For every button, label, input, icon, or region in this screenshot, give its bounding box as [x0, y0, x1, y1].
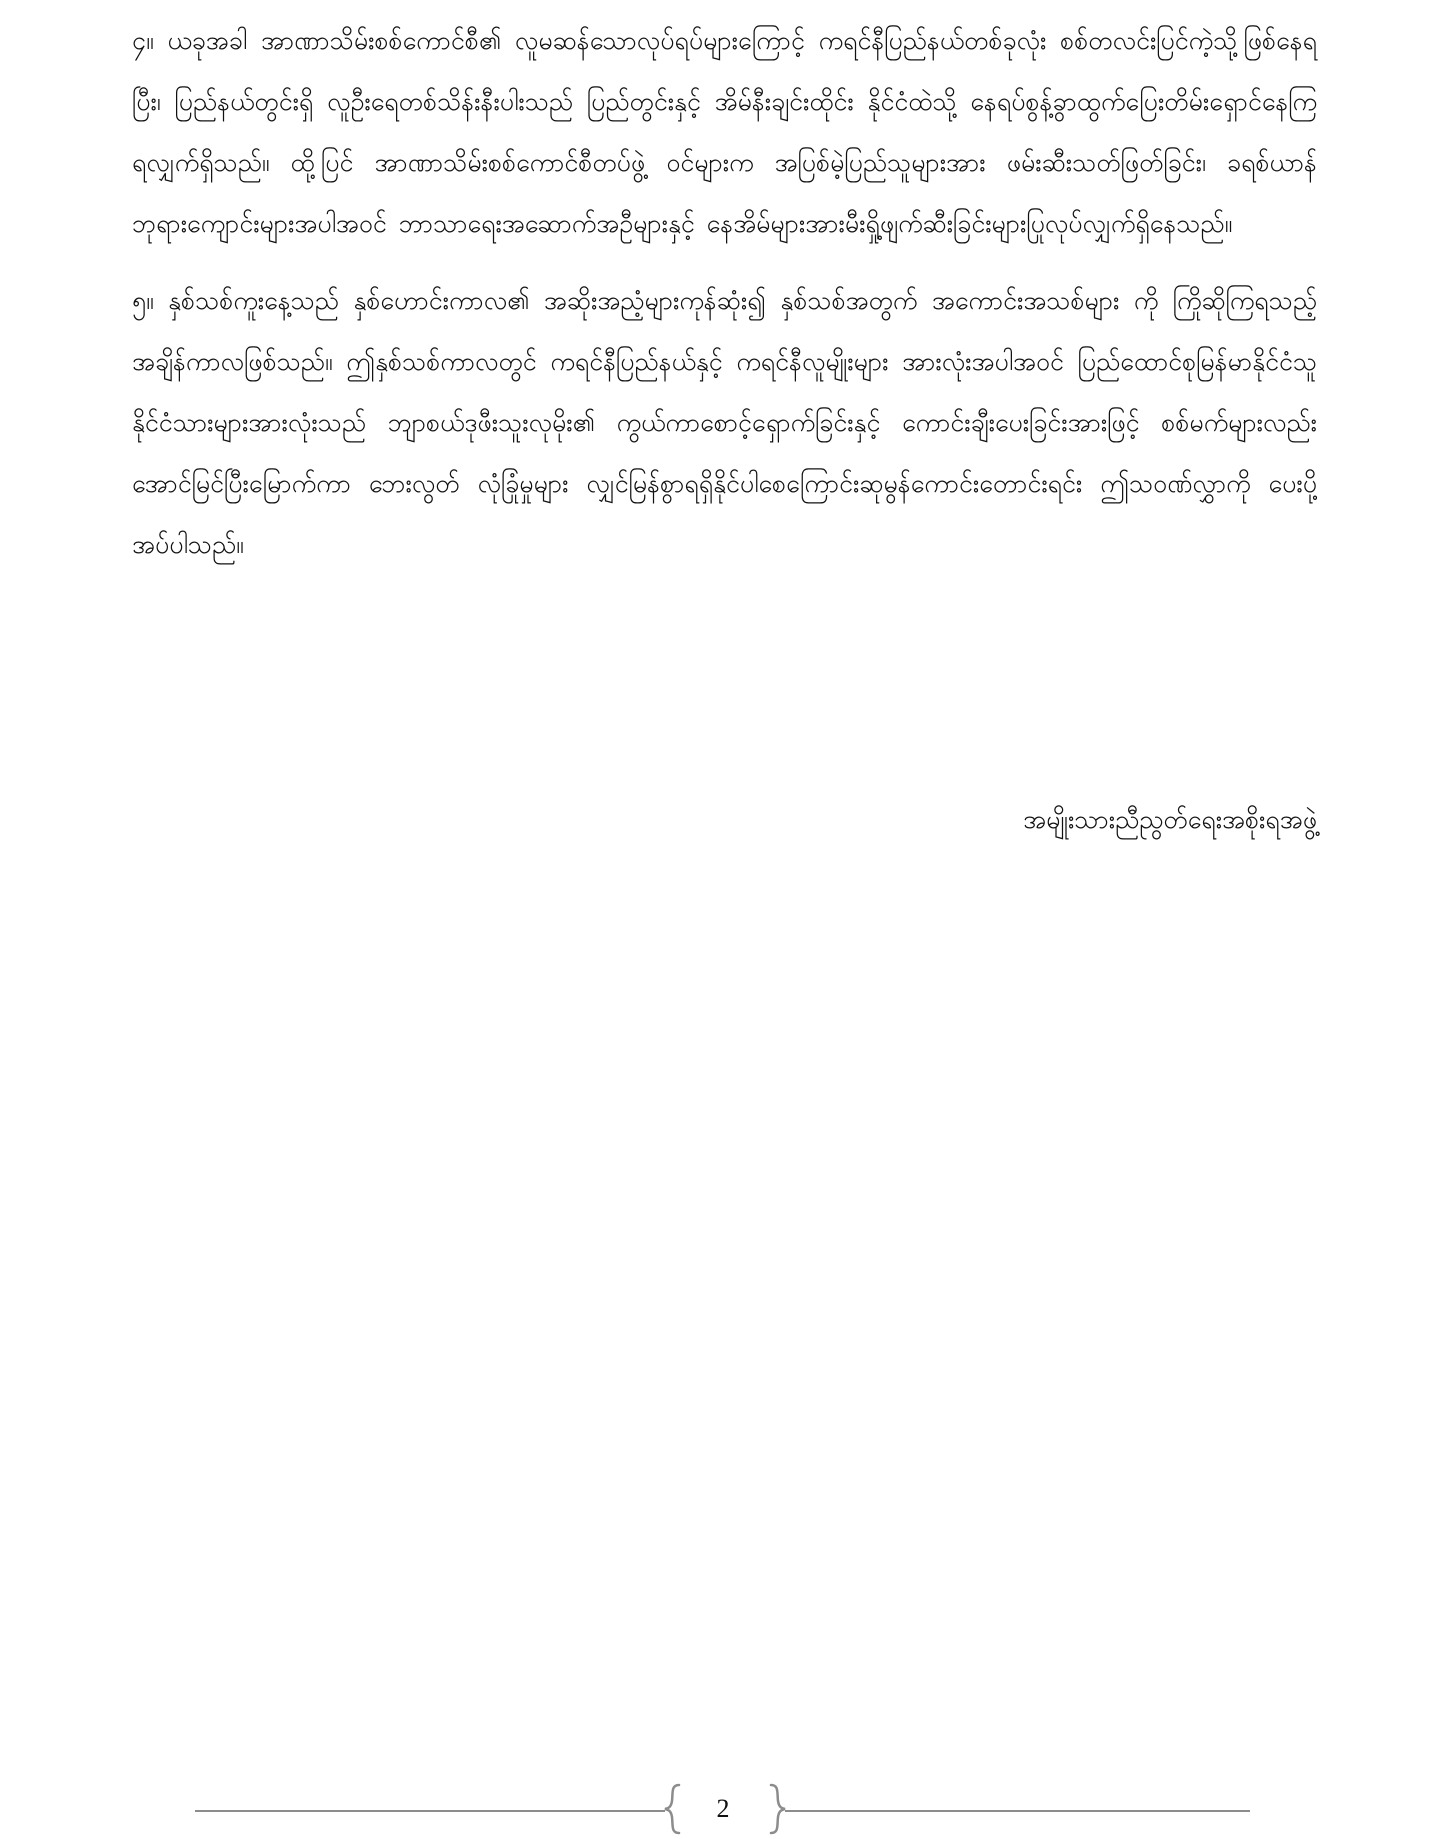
footer-rule-right: [785, 1810, 1250, 1812]
left-brace-icon: [661, 1783, 683, 1835]
signature-line: အမျိုးသားညီညွတ်ရေးအစိုးရအဖွဲ့: [1023, 805, 1317, 834]
body-text: [132, 10, 1317, 575]
right-brace-icon: [767, 1783, 789, 1835]
paragraph-4: ၄။ ယခုအခါ အာဏာသိမ်းစစ်ကောင်စီ၏ လူမဆန်သောလုပ်ရပ်များကြောင့် ကရင်နီပြည်နယ်တစ်ခုလုံး စစ်တလင်းပြင်ကဲ့သို့ဖြစ်နေရပြီး၊ ပြည်နယ်တွင်းရှိ လူဦးရေတစ်သိန်းနီးပါးသည် ပြည်တွင်းနှင့် အိမ်နီးချင်းထိုင်း နိုင်ငံထဲသို့ နေရပ်စွန့်ခွာထွက်ပြေးတိမ်းရှောင်နေကြရလျှက်ရှိသည်။ ထို့ပြင် အာဏာသိမ်းစစ်ကောင်စီတပ်ဖွဲ့ ဝင်များက အပြစ်မဲ့ပြည်သူများအား ဖမ်းဆီးသတ်ဖြတ်ခြင်း၊ ခရစ်ယာန်ဘုရားကျောင်းများအပါအဝင် ဘာသာရေးအဆောက်အဦများနှင့် နေအိမ်များအားမီးရှို့ဖျက်ဆီးခြင်းများပြုလုပ်လျှက်ရှိနေသည်။: [132, 26, 1317, 238]
page-footer: [195, 1783, 1250, 1839]
paragraph-5: ၅။ နှစ်သစ်ကူးနေ့သည် နှစ်ဟောင်းကာလ၏ အဆိုးအညံ့များကုန်ဆုံး၍ နှစ်သစ်အတွက် အကောင်းအသစ်များ ကို ကြိုဆိုကြရသည့်အချိန်ကာလဖြစ်သည်။ ဤနှစ်သစ်ကာလတွင် ကရင်နီပြည်နယ်နှင့် ကရင်နီလူမျိုးများ အားလုံးအပါအဝင် ပြည်ထောင်စုမြန်မာနိုင်ငံသူနိုင်ငံသားများအားလုံးသည် ဘျာစယ်ဒုဖီးသူးလုမိုး၏ ကွယ်ကာစောင့်ရှောက်ခြင်းနှင့် ကောင်းချီးပေးခြင်းအားဖြင့် စစ်မက်များလည်း အောင်မြင်ပြီးမြောက်ကာ ဘေးလွတ် လုံခြုံမှုများ လျှင်မြန်စွာရရှိနိုင်ပါစေကြောင်းဆုမွန်ကောင်းတောင်းရင်း ဤသဝဏ်လွှာကို ပေးပို့အပ်ပါသည်။: [132, 286, 1317, 559]
page-number: 2: [716, 1794, 730, 1823]
footer-rule-left: [195, 1810, 665, 1812]
